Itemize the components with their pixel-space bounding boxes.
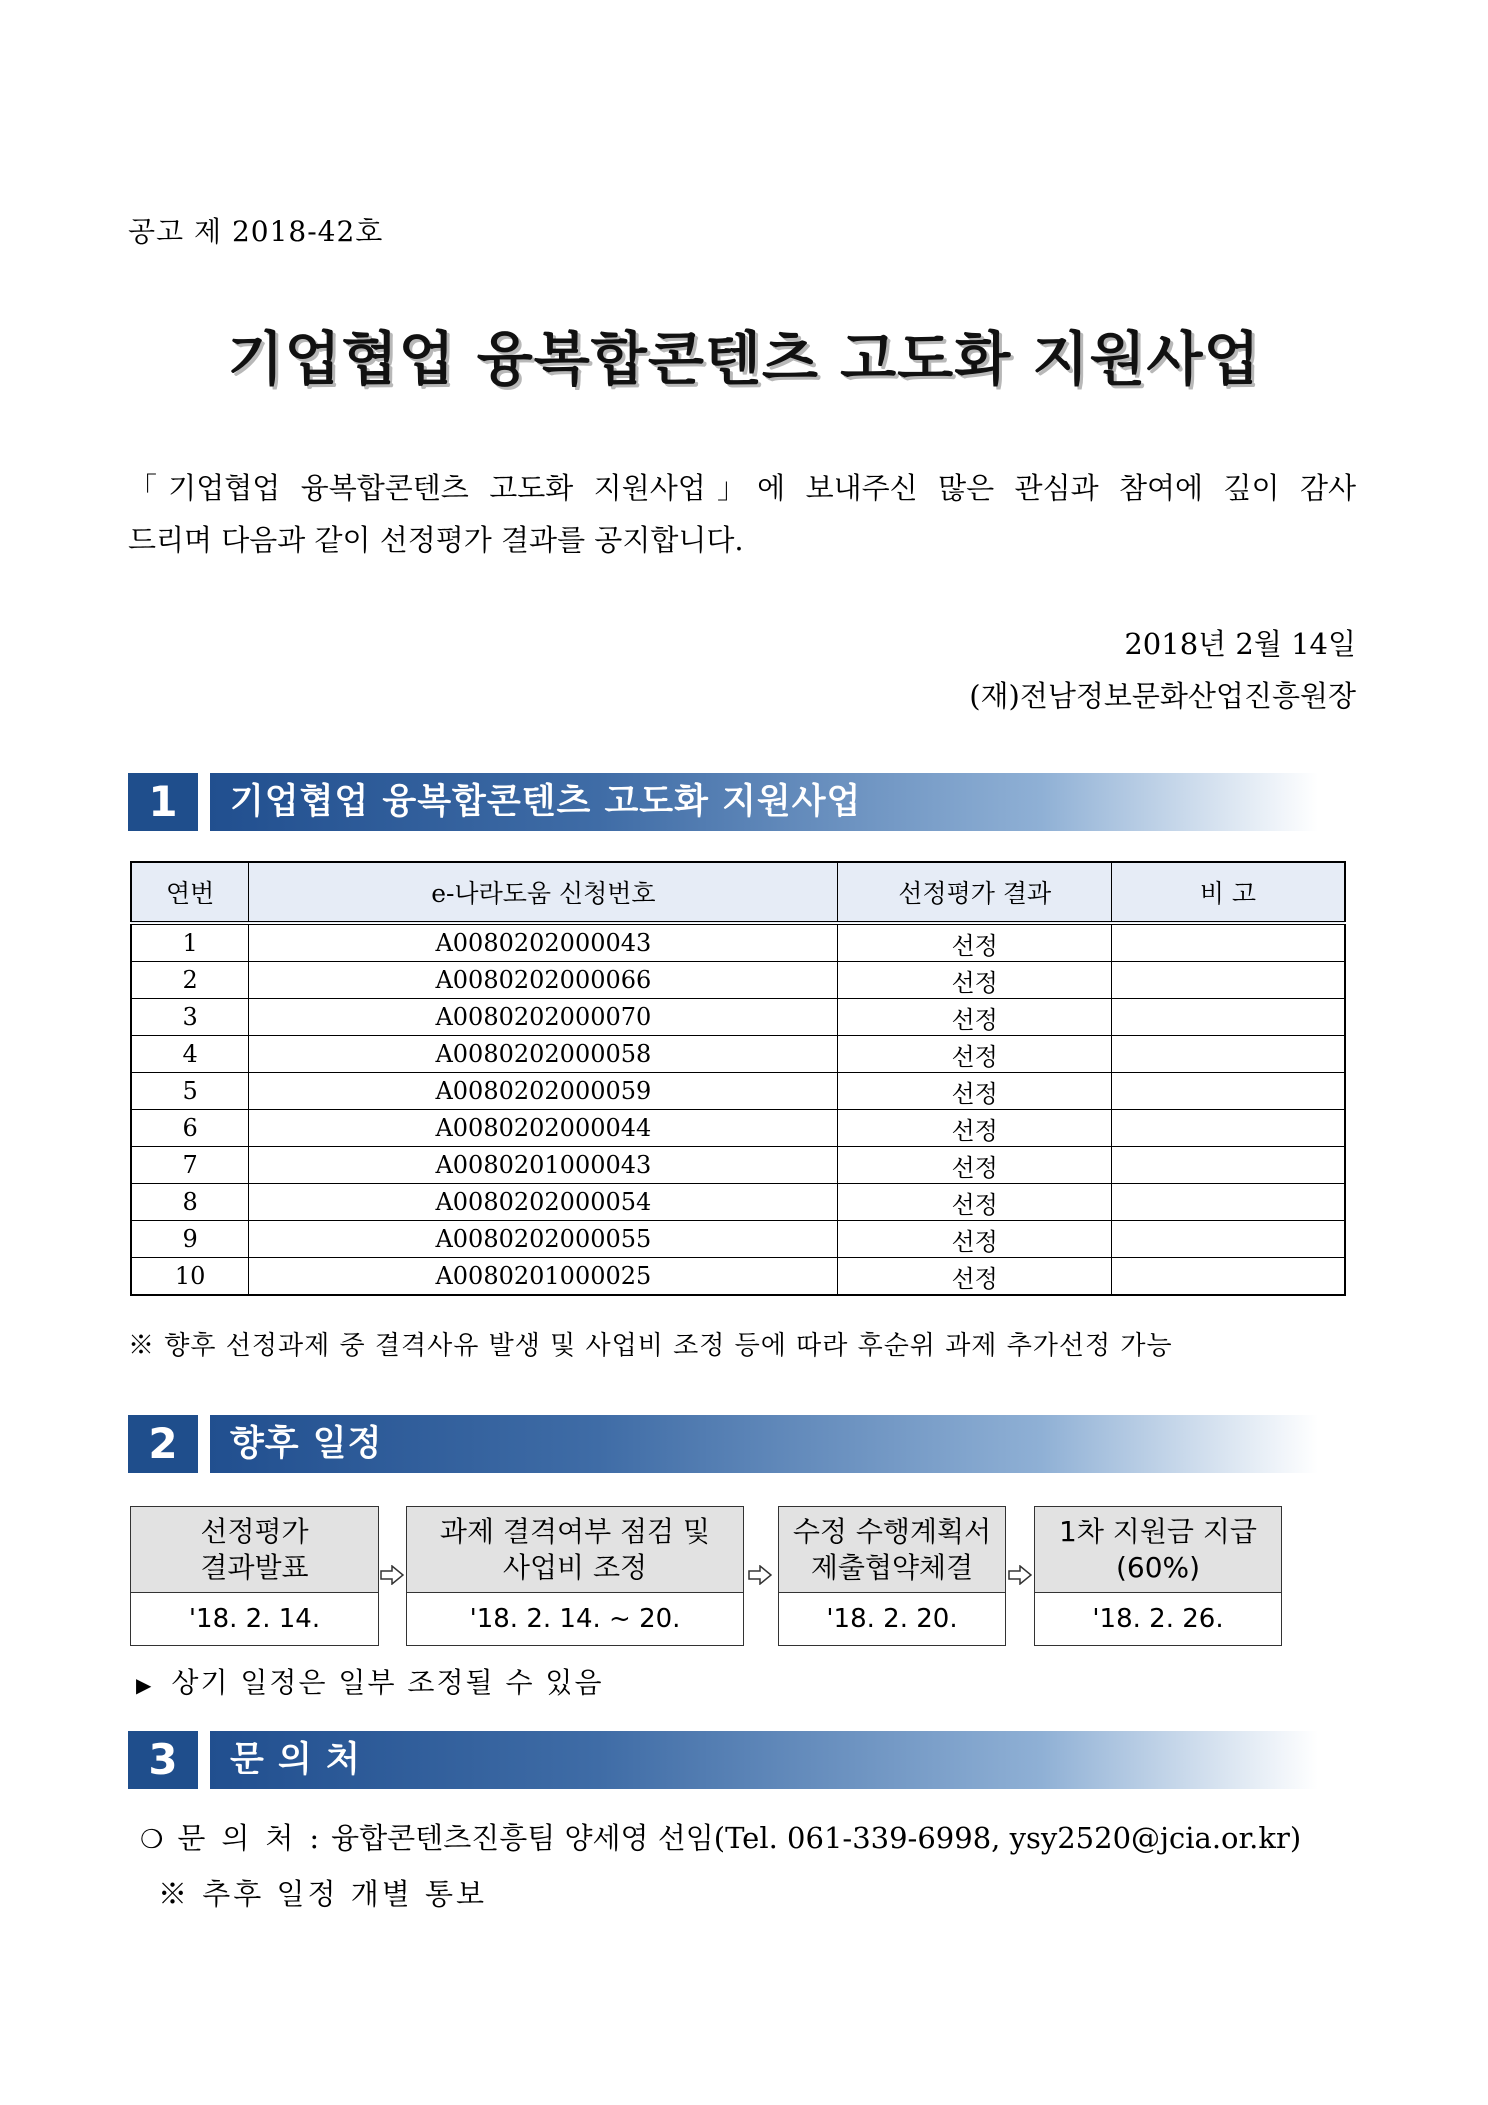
table-row [131, 1073, 1345, 1110]
cell-remarks [1111, 1110, 1345, 1147]
schedule-step-date: '18. 2. 14. [188, 1604, 321, 1634]
section-3-header [128, 1731, 1318, 1789]
contact-text: 융합콘텐츠진흥팀 양세영 선임(Tel. 061-339-6998, ysy2520@jcia.or.kr) [331, 1821, 1302, 1855]
cell-application-number: A0080202000066 [249, 962, 838, 999]
section-2-number: 2 [128, 1415, 198, 1473]
col-header-application-number: e-나라도움 신청번호 [249, 862, 838, 923]
section-2-title: 향후 일정 [230, 1424, 383, 1464]
table-row [131, 999, 1345, 1036]
col-header-result: 선정평가 결과 [838, 862, 1111, 923]
cell-result: 선정 [838, 999, 1111, 1036]
cell-remarks [1111, 1036, 1345, 1073]
cell-remarks [1111, 999, 1345, 1036]
selection-results-table [130, 861, 1346, 1296]
cell-application-number: A0080202000054 [249, 1184, 838, 1221]
cell-remarks [1111, 1073, 1345, 1110]
schedule-step-2 [406, 1506, 744, 1646]
contact-line [140, 1816, 1301, 1857]
schedule-step-date: '18. 2. 26. [1092, 1604, 1224, 1634]
contact-label: 문의처 [177, 1821, 310, 1855]
arrow-right-icon [748, 1565, 772, 1585]
table-header-row [131, 862, 1345, 923]
table-row [131, 1221, 1345, 1258]
cell-application-number: A0080201000043 [249, 1147, 838, 1184]
notice-number: 공고 제 2018-42호 [128, 215, 384, 248]
schedule-step-date: '18. 2. 20. [826, 1604, 958, 1634]
cell-remarks [1111, 1258, 1345, 1296]
cell-application-number: A0080201000025 [249, 1258, 838, 1296]
circle-bullet-icon: ❍ [140, 1825, 164, 1855]
cell-number: 9 [131, 1221, 249, 1258]
cell-number: 7 [131, 1147, 249, 1184]
schedule-step-date: '18. 2. 14. ~ 20. [469, 1604, 681, 1634]
cell-application-number: A0080202000055 [249, 1221, 838, 1258]
cell-application-number: A0080202000059 [249, 1073, 838, 1110]
section-3-number: 3 [128, 1731, 198, 1789]
cell-remarks [1111, 923, 1345, 962]
table-row [131, 962, 1345, 999]
arrow-right-icon [380, 1565, 404, 1585]
cell-application-number: A0080202000058 [249, 1036, 838, 1073]
cell-result: 선정 [838, 1036, 1111, 1073]
cell-number: 1 [131, 923, 249, 962]
intro-line-1: 「기업협업 융복합콘텐츠 고도화 지원사업」에 보내주신 많은 관심과 참여에 깊이 감사 [128, 471, 1356, 505]
section-1-number: 1 [128, 773, 198, 831]
cell-application-number: A0080202000044 [249, 1110, 838, 1147]
cell-number: 6 [131, 1110, 249, 1147]
cell-result: 선정 [838, 1147, 1111, 1184]
arrow-right-icon [1008, 1565, 1032, 1585]
cell-number: 2 [131, 962, 249, 999]
cell-result: 선정 [838, 1258, 1111, 1296]
schedule-step-4 [1034, 1506, 1282, 1646]
cell-number: 8 [131, 1184, 249, 1221]
col-header-number: 연번 [131, 862, 249, 923]
schedule-note [136, 1661, 604, 1701]
section-2-header [128, 1415, 1318, 1473]
cell-number: 5 [131, 1073, 249, 1110]
cell-remarks [1111, 1184, 1345, 1221]
contact-note: ※ 추후 일정 개별 통보 [158, 1877, 487, 1911]
table-row [131, 1036, 1345, 1073]
schedule-step-label: 수정 수행계획서 제출협약체결 [779, 1507, 1005, 1593]
triangle-bullet-icon: ▶ [136, 1673, 154, 1697]
table-row [131, 923, 1345, 962]
cell-result: 선정 [838, 1184, 1111, 1221]
selection-footnote: ※ 향후 선정과제 중 결격사유 발생 및 사업비 조정 등에 따라 후순위 과제 추가선정 가능 [128, 1331, 1173, 1361]
intro-line-2: 드리며 다음과 같이 선정평가 결과를 공지합니다. [128, 523, 744, 557]
cell-number: 3 [131, 999, 249, 1036]
section-1-title: 기업협업 융복합콘텐츠 고도화 지원사업 [230, 782, 862, 822]
table-row [131, 1258, 1345, 1296]
col-header-remarks: 비 고 [1111, 862, 1345, 923]
notice-date: 2018년 2월 14일 [1124, 627, 1356, 661]
cell-number: 10 [131, 1258, 249, 1296]
cell-number: 4 [131, 1036, 249, 1073]
schedule-step-label: 1차 지원금 지급 (60%) [1035, 1507, 1281, 1593]
section-3-bar [210, 1731, 1318, 1789]
section-3-title: 문 의 처 [230, 1740, 361, 1780]
cell-result: 선정 [838, 1110, 1111, 1147]
issuing-organization: (재)전남정보문화산업진흥원장 [969, 679, 1356, 713]
cell-result: 선정 [838, 1073, 1111, 1110]
cell-result: 선정 [838, 962, 1111, 999]
cell-result: 선정 [838, 1221, 1111, 1258]
cell-application-number: A0080202000070 [249, 999, 838, 1036]
cell-application-number: A0080202000043 [249, 923, 838, 962]
cell-remarks [1111, 962, 1345, 999]
table-row [131, 1110, 1345, 1147]
schedule-step-3 [778, 1506, 1006, 1646]
table-row [131, 1184, 1345, 1221]
cell-remarks [1111, 1147, 1345, 1184]
contact-colon: : [309, 1821, 320, 1855]
document-title: 기업협업 융복합콘텐츠 고도화 지원사업 [227, 325, 1261, 393]
schedule-step-1 [130, 1506, 379, 1646]
section-1-header [128, 773, 1318, 831]
schedule-step-label: 선정평가 결과발표 [131, 1507, 378, 1593]
cell-result: 선정 [838, 923, 1111, 962]
schedule-note-text: 상기 일정은 일부 조정될 수 있음 [171, 1666, 604, 1699]
table-row [131, 1147, 1345, 1184]
cell-remarks [1111, 1221, 1345, 1258]
schedule-step-label: 과제 결격여부 점검 및 사업비 조정 [407, 1507, 743, 1593]
